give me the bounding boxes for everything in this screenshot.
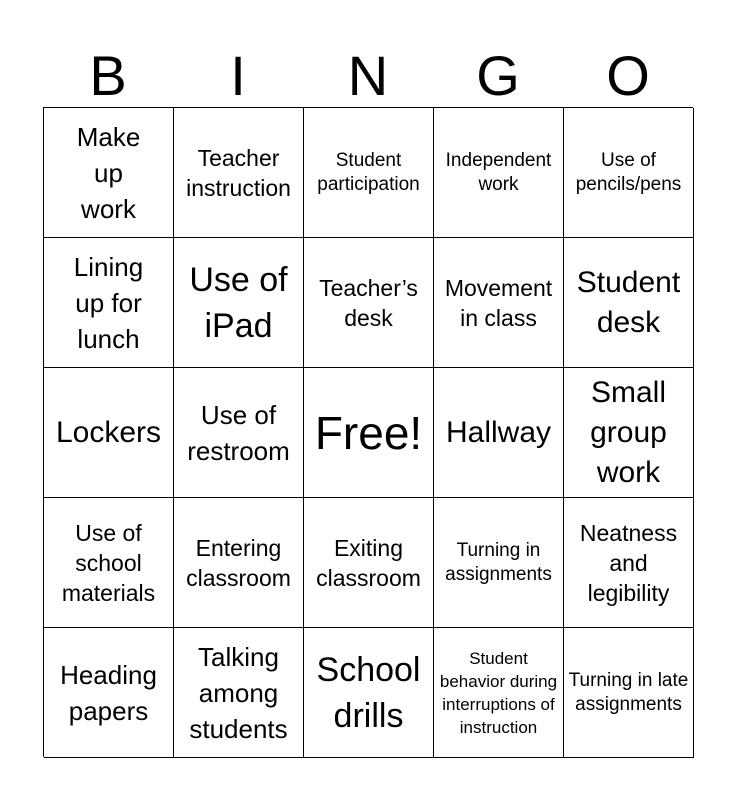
bingo-cell-b2 (44, 238, 174, 368)
bingo-cell-n2 (304, 238, 434, 368)
cell-text: Teacher’s desk (319, 274, 418, 331)
bingo-cell-o5 (564, 628, 694, 758)
bingo-cell-o1 (564, 108, 694, 238)
header-letter-i: I (230, 44, 246, 107)
bingo-cell-b1 (44, 108, 174, 238)
header-letter-n: N (347, 44, 389, 107)
cell-text: Entering classroom (186, 534, 291, 591)
bingo-header (43, 44, 693, 108)
bingo-cell-i1 (174, 108, 304, 238)
cell-text: Turning in assignments (445, 539, 552, 585)
bingo-cell-o3 (564, 368, 694, 498)
cell-text: Teacher instruction (186, 144, 291, 201)
cell-text: Use of iPad (189, 260, 288, 345)
cell-text: Student participation (317, 149, 420, 195)
cell-text: Movement in class (444, 274, 553, 331)
bingo-cell-o2 (564, 238, 694, 368)
bingo-cell-i4 (174, 498, 304, 628)
cell-text: Lining up for lunch (73, 251, 144, 354)
bingo-cell-g3 (434, 368, 564, 498)
bingo-cell-g5 (434, 628, 564, 758)
free-space: Free! (314, 406, 423, 459)
cell-text: Turning in late assignments (568, 669, 689, 715)
header-letter-o: O (606, 44, 650, 107)
cell-text: Student behavior during interruptions of instruction (439, 648, 558, 737)
header-letter-b: B (89, 44, 127, 107)
bingo-cell-i2 (174, 238, 304, 368)
cell-text: School drills (316, 650, 421, 735)
bingo-cell-g1 (434, 108, 564, 238)
bingo-cell-n1 (304, 108, 434, 238)
bingo-cell-n4 (304, 498, 434, 628)
bingo-cell-b3 (44, 368, 174, 498)
bingo-board (43, 107, 693, 757)
cell-text: Hallway (445, 415, 552, 449)
cell-text: Heading papers (60, 659, 157, 726)
bingo-cell-b5 (44, 628, 174, 758)
bingo-cell-n3 (304, 368, 434, 498)
header-letter-g: G (476, 44, 520, 107)
cell-text: Use of pencils/pens (575, 149, 682, 195)
cell-text: Make up work (76, 121, 141, 224)
bingo-cell-o4 (564, 498, 694, 628)
cell-text: Small group work (590, 375, 667, 489)
bingo-cell-i5 (174, 628, 304, 758)
bingo-cell-g2 (434, 238, 564, 368)
cell-text: Lockers (55, 415, 162, 449)
cell-text: Independent work (445, 149, 552, 195)
cell-text: Exiting classroom (316, 534, 421, 591)
cell-text: Talking among students (189, 641, 288, 744)
bingo-cell-b4 (44, 498, 174, 628)
bingo-cell-g4 (434, 498, 564, 628)
cell-text: Use of school materials (61, 519, 156, 606)
cell-text: Use of restroom (187, 399, 290, 466)
cell-text: Student desk (576, 265, 681, 339)
bingo-cell-n5 (304, 628, 434, 758)
cell-text: Neatness and legibility (579, 519, 678, 606)
bingo-cell-i3 (174, 368, 304, 498)
